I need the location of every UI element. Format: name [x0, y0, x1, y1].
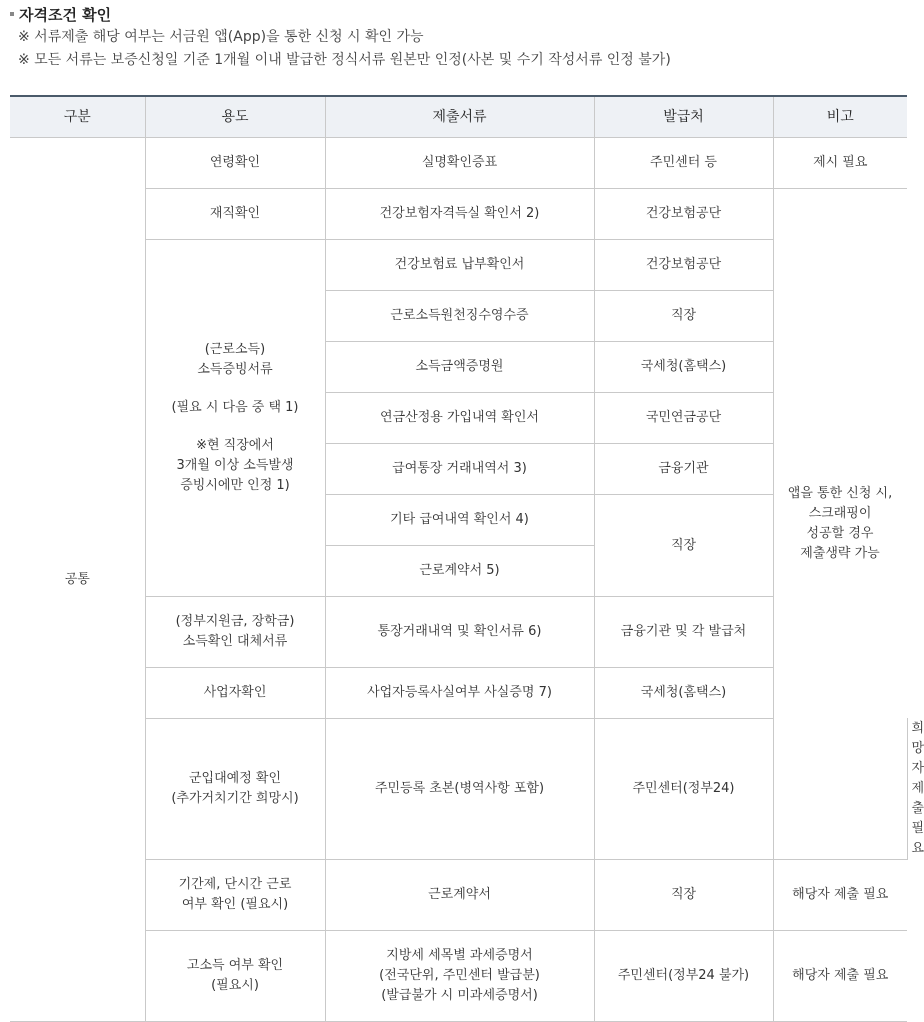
issuer-cell: 국민연금공단 [594, 393, 773, 444]
table-row [10, 931, 907, 1022]
usage-cell-military: 군입대예정 확인 (추가거치기간 희망시) [145, 719, 325, 860]
remark-cell: 해당자 제출 필요 [773, 931, 907, 1022]
col-header-remarks: 비고 [773, 96, 907, 138]
header [8, 4, 908, 72]
issuer-cell: 금융기관 및 각 발급처 [594, 597, 773, 668]
category-cell: 공통 [10, 138, 145, 1022]
usage-cell-income: (근로소득) 소득증빙서류 (필요 시 다음 중 택 1) ※현 직장에서 3개월 이상 소득발생 증빙시에만 인정 1) [145, 240, 325, 597]
document-cell: 주민등록 초본(병역사항 포함) [325, 719, 594, 860]
document-cell-highincome: 지방세 세목별 과세증명서 (전국단위, 주민센터 발급분) (발급불가 시 미과세증명서) [325, 931, 594, 1022]
requirements-table [10, 95, 924, 1022]
document-cell: 급여통장 거래내역서 3) [325, 444, 594, 495]
document-cell: 연금산정용 가입내역 확인서 [325, 393, 594, 444]
table-row [10, 597, 907, 668]
document-cell: 통장거래내역 및 확인서류 6) [325, 597, 594, 668]
col-header-issuer: 발급처 [594, 96, 773, 138]
usage-cell: 사업자확인 [145, 668, 325, 719]
document-cell: 건강보험료 납부확인서 [325, 240, 594, 291]
document-cell: 기타 급여내역 확인서 4) [325, 495, 594, 546]
col-header-category: 구분 [10, 96, 145, 138]
remark-cell: 제시 필요 [773, 138, 907, 189]
remark-cell-app: 앱을 통한 신청 시, 스크래핑이 성공할 경우 제출생략 가능 [773, 189, 907, 860]
bullet-icon [10, 12, 14, 16]
usage-cell: 연령확인 [145, 138, 325, 189]
usage-cell-highincome: 고소득 여부 확인 (필요시) [145, 931, 325, 1022]
section-title: 자격조건 확인 [8, 4, 908, 26]
table-row [10, 138, 907, 189]
usage-cell-gov-support: (정부지원금, 장학금) 소득확인 대체서류 [145, 597, 325, 668]
document-cell: 근로계약서 [325, 860, 594, 931]
table-row [10, 240, 907, 291]
usage-cell: 재직확인 [145, 189, 325, 240]
document-cell: 근로계약서 5) [325, 546, 594, 597]
issuer-cell: 국세청(홈택스) [594, 668, 773, 719]
usage-cell-parttime: 기간제, 단시간 근로 여부 확인 (필요시) [145, 860, 325, 931]
document-cell: 사업자등록사실여부 사실증명 7) [325, 668, 594, 719]
document-cell: 소득금액증명원 [325, 342, 594, 393]
issuer-cell: 금융기관 [594, 444, 773, 495]
table-header-row [10, 96, 907, 138]
issuer-cell: 직장 [594, 495, 773, 597]
issuer-cell: 건강보험공단 [594, 189, 773, 240]
table-row [10, 189, 907, 240]
issuer-cell: 주민센터(정부24 불가) [594, 931, 773, 1022]
table-row: 군입대예정 확인 (추가거치기간 희망시) 주민등록 초본(병역사항 포함) 주민센터(정부24) 희망자 제출 필요 [10, 719, 907, 860]
issuer-cell: 직장 [594, 860, 773, 931]
remark-cell: 해당자 제출 필요 [773, 860, 907, 931]
document-cell: 건강보험자격득실 확인서 2) [325, 189, 594, 240]
table-row [10, 668, 907, 719]
note-app: ※ 서류제출 해당 여부는 서금원 앱(App)을 통한 신청 시 확인 가능 [18, 29, 424, 45]
col-header-documents: 제출서류 [325, 96, 594, 138]
issuer-cell: 주민센터(정부24) [594, 719, 773, 860]
issuer-cell: 국세청(홈택스) [594, 342, 773, 393]
note-original-docs: ※ 모든 서류는 보증신청일 기준 1개월 이내 발급한 정식서류 원본만 인정(사본 및 수기 작성서류 인정 불가) [18, 52, 671, 68]
document-cell: 실명확인증표 [325, 138, 594, 189]
table-row [10, 860, 907, 931]
document-cell: 근로소득원천징수영수증 [325, 291, 594, 342]
col-header-usage: 용도 [145, 96, 325, 138]
issuer-cell: 직장 [594, 291, 773, 342]
issuer-cell: 건강보험공단 [594, 240, 773, 291]
issuer-cell: 주민센터 등 [594, 138, 773, 189]
